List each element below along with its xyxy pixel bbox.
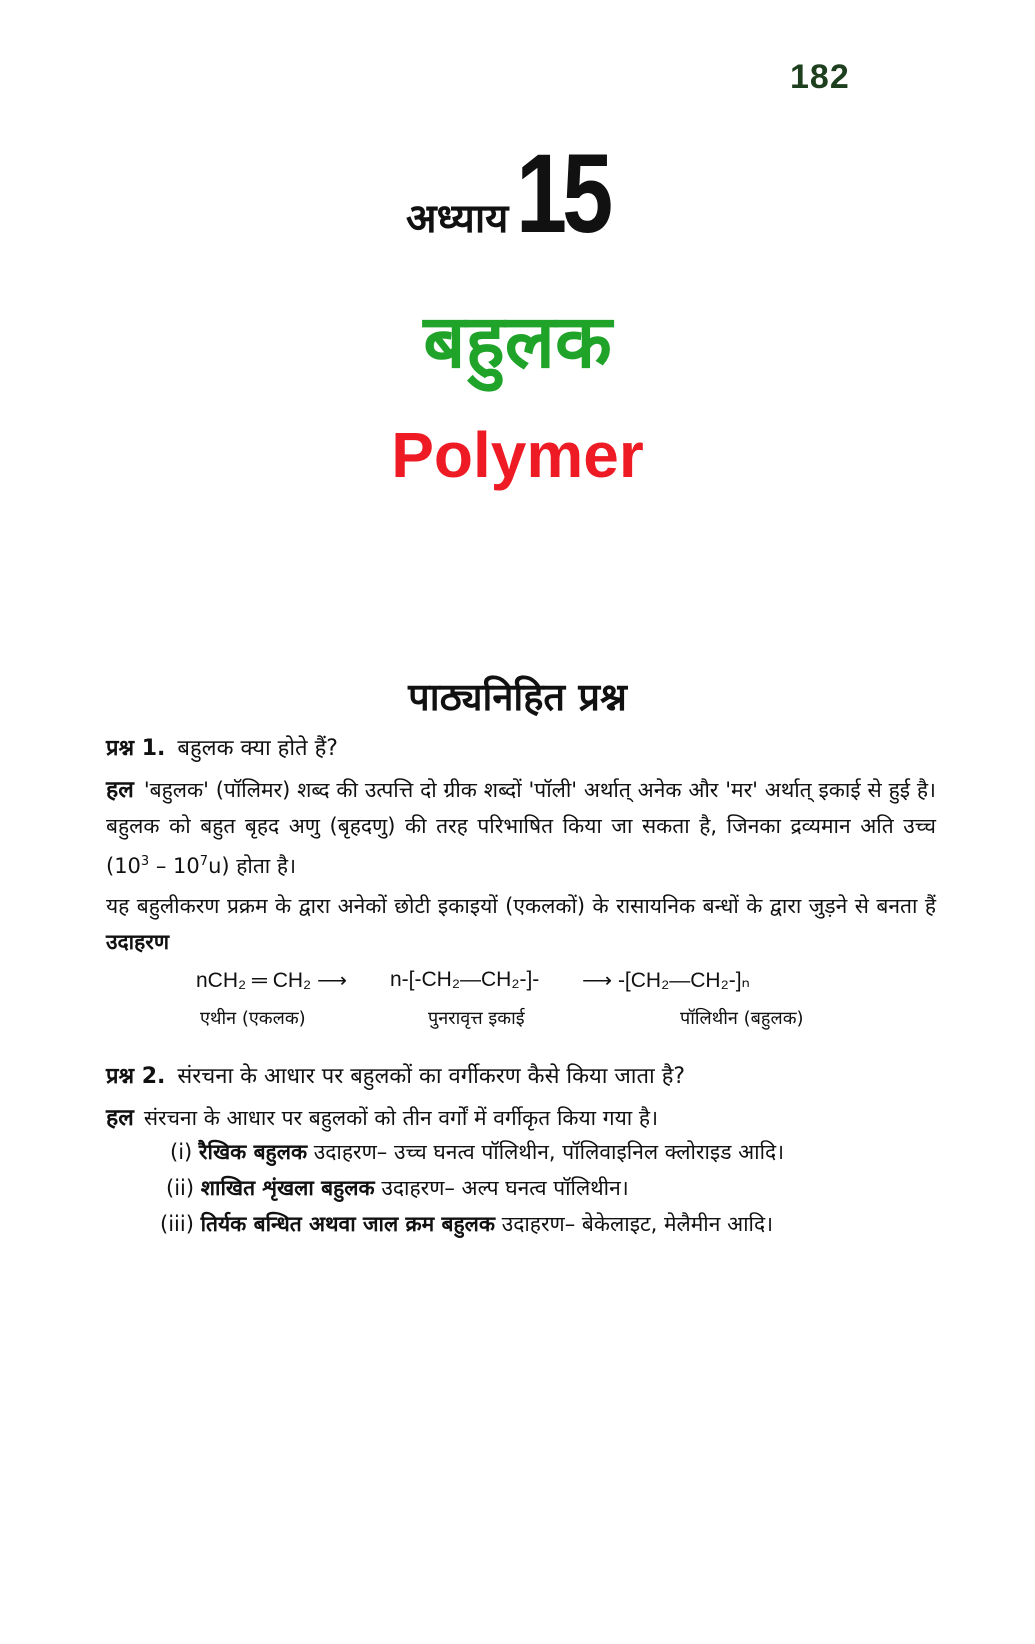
item-2-example: उदाहरण– अल्प घनत्व पॉलिथीन। <box>381 1176 629 1200</box>
answer-1-paragraph-2 <box>106 888 936 960</box>
equation-monomer: nCH₂ ═ CH₂ ⟶ <box>196 969 348 992</box>
chapter-title-hindi: बहुलक <box>423 299 612 385</box>
chapter-number: 15 <box>516 131 609 256</box>
answer-2 <box>106 1100 936 1136</box>
answer-1-end: u) होता है। <box>208 854 297 878</box>
answer-1-sup2: 7 <box>199 854 209 869</box>
item-2-type: शाखित शृंखला बहुलक <box>200 1176 375 1200</box>
question-2 <box>106 1060 936 1090</box>
question-2-label: प्रश्न 2. <box>106 1064 166 1089</box>
chapter-word: अध्याय <box>406 196 509 242</box>
question-1-label: प्रश्न 1. <box>106 736 166 761</box>
answer-1-para2-text: यह बहुलीकरण प्रक्रम के द्वारा अनेकों छोटी इकाइयों (एकलकों) के रासायनिक बन्धों के द्वारा जुड़ने से बनता हैं <box>106 894 936 918</box>
item-1-number: (i) <box>170 1140 193 1164</box>
question-2-text: संरचना के आधार पर बहुलकों का वर्गीकरण कैसे किया जाता है? <box>177 1064 686 1089</box>
answer-2-label: हल <box>106 1105 134 1131</box>
item-3-type: तिर्यक बन्धित अथवा जाल क्रम बहुलक <box>200 1212 496 1236</box>
answer-1-mid: – 10 <box>149 854 200 878</box>
caption-repeat-unit: पुनरावृत्त इकाई <box>428 1008 525 1029</box>
caption-polymer: पॉलिथीन (बहुलक) <box>680 1008 804 1029</box>
item-3-example: उदाहरण– बेकेलाइट, मेलैमीन आदि। <box>501 1212 774 1236</box>
caption-monomer: एथीन (एकलक) <box>200 1008 306 1029</box>
page-number: 182 <box>790 58 850 96</box>
classification-item-2 <box>166 1174 629 1202</box>
answer-1-text: 'बहुलक' (पॉलिमर) शब्द की उत्पत्ति दो ग्रीक शब्दों 'पॉली' अर्थात् अनेक और 'मर' अर्थात् इकाई से हुई है। बहुलक को बहुत बृहद अणु (बृहदणु) की तरह परिभाषित किया जा सकता है, जिनका द्रव्यमान अति उच्च (10 <box>106 778 936 878</box>
answer-1-example-label: उदाहरण <box>106 930 170 954</box>
classification-item-3 <box>160 1210 773 1238</box>
chapter-heading <box>0 131 1035 256</box>
item-2-number: (ii) <box>166 1176 195 1200</box>
answer-1-label: हल <box>106 777 134 803</box>
answer-1 <box>106 772 936 884</box>
question-1-text: बहुलक क्या होते हैं? <box>177 736 338 761</box>
item-1-example: उदाहरण– उच्च घनत्व पॉलिथीन, पॉलिवाइनिल क्लोराइड आदि। <box>313 1140 785 1164</box>
equation-repeat-unit: n-[-CH₂—CH₂-]- <box>390 968 540 991</box>
chapter-title-english: Polymer <box>391 419 644 491</box>
equation-polymer: ⟶ -[CH₂—CH₂-]ₙ <box>582 969 750 992</box>
classification-item-1 <box>170 1138 784 1166</box>
section-heading: पाठ्यनिहित प्रश्न <box>408 675 627 719</box>
item-1-type: रैखिक बहुलक <box>198 1140 308 1164</box>
answer-1-sup1: 3 <box>140 854 150 869</box>
question-1 <box>106 732 936 762</box>
answer-2-text: संरचना के आधार पर बहुलकों को तीन वर्गों में वर्गीकृत किया गया है। <box>143 1106 659 1130</box>
item-3-number: (iii) <box>160 1212 194 1236</box>
